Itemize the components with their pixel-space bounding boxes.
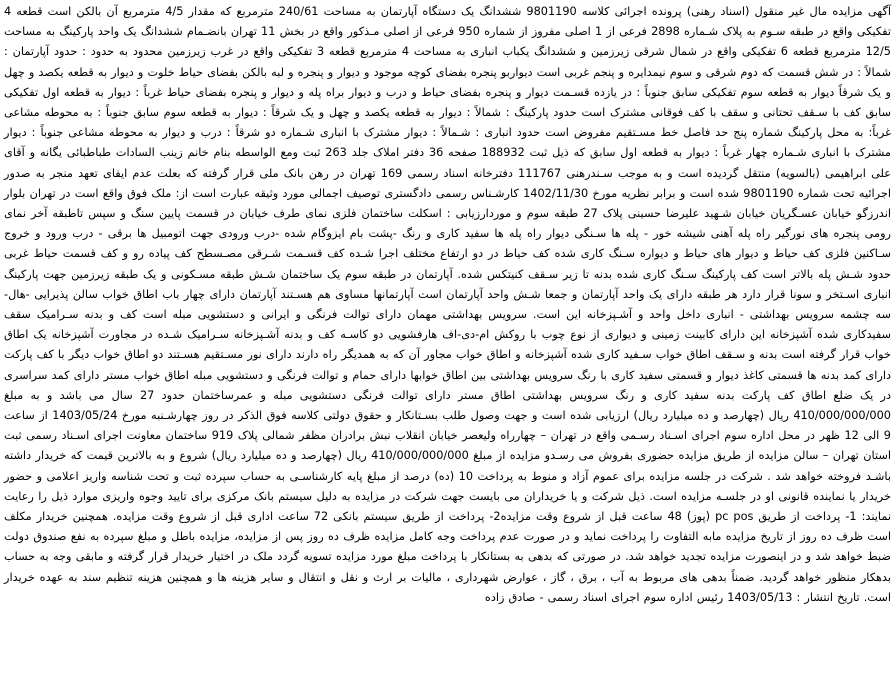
auction-notice-text: آگهی مزایده مال غیر منقول (اسناد رهنی) پرونده اجرائی کلاسه 9801190 ششدانگ یک دستگاه آپارتمان به مساحت 240/61 مترمربع که مقدار 4/5 مترمربع آن بالکن است قطعه 4 تفکیکی واقع در طبقه سـوم به پلاک شـماره 2898 فرعی از 1 اصلی مفروز از شماره 950 فرعی از اصلی مـذکور واقع در بخش 11 تهران بانضـمام ششدانگ یک واحد پارکینگ به مساحت 12/5 مترمربع قطعه 6 تفکیکی واقع در شمال شرقی زیرزمین و ششدانگ یکباب انباری به مساحت 4 مترمربع قطعه 3 تفکیکی واقع در غرب زیرزمین محدود به حدود : حدود آپارتمان : شمالاً : در شش قسمت که دوم شرقی و سوم نیمدایره و پنجم غربی است دیواربو پنجره بفضای کوچه موجود و دیوار و پنجره و لبه بالکن بفضای حیاط خلوت و دیوار به قطعه یکصد و چهل و یک شرقاً دیوار به قطعه سوم تفکیکی سابق جنوباً : در یازده قسـمت دیوار و پنجره بفضای حیاط و درب و دیوار براه پله و دیوار و پنجره بفضای حیاط غرباً : دیوار به قطعه اول تفکیکی سابق کف با سـقف تحتانی و سقف با کف فوقانی مشترک است حدود پارکینگ : شمالاً : دیوار به قطعه یکصد و چهل و یک شرقاً : دیوار به قطعه سوم سابق جنوباً : به محوطه مشاعی غرباً: به محل پارکینگ شماره پنج حد فاصل خط مسـتقیم مفروض است حدود انباری : شـمالاً : دیوار مشترک با انباری شـماره دو شرقاً : درب و دیوار به محوطه مشاعی جنوباً : دیوار مشترک با انباری شـماره چهار غرباً : دیوار به قطعه اول سابق که ذیل ثبت 188932 صفحه 36 دفتر املاک جلد 263 ثبت ومع الواسطه بنام خانم زینب السادات طباطبائی یگانه و آقای علی ابراهیمی (بالسویه) منتقل گردیده است و به موجب سـندرهنی 111767 دفترخانه اسناد رسمی 169 تهران در رهن بانک ملی قرار گرفته که بعلت عدم ایفای تعهد منجر به صدور اجرائیه تحت شماره 9801190 شده است و برابر نظریه مورخ 1402/11/30 کارشـناس رسمی دادگستری توصیف اجمالی مورد وثیقه عبارت است از: ملک فوق واقع است در تهران بلوار اندرزگو خیابان عسـگریان خیابان شـهید علیرضا حسینی پلاک 27 طبقه سوم و موردارزیابی : اسکلت ساختمان فلزی نمای طرف خیابان در قسمت پایین سنگ و سپس تاطبقه آخر نمای رومی پنجره های نورگیر راه پله آهنی شیشه خور - پله ها سـنگی دیوار راه پله ها سفید کاری و رنگ -پشت بام ایزوگام شده -درب ورودی جهت اتومبیل ها برقی - درب ورود و خروج سـاکنین فلزی کف حیاط و دیوار های حیاط و دیواره سـنگ کاری شده کف حیاط در دو ارتفاع مختلف اجرا شـده کف قسـمت شـرقی مصـسطح کف پیاده رو و کف قسمت حیاط غربی حدود شـش پله بالاتر است کف پارکینگ سـنگ کاری شده بدنه تا زیر سـقف کنیتکس شده. آپارتمان در طبقه سوم یک ساختمان شـش طبقه مسـکونی و یک طبقه زیرزمین جهت پارکینگ انباری اسـتخر و سونا قرار دارد هر طبقه دارای یک واحد آپارتمان و جمعا شـش واحد آپارتمان است آپارتمانها مساوی هم هسـتند آپارتمان دارای چهار باب اطاق خواب سالن پذیرایی -هال-سه چشمه سرویس بهداشتی - انباری داخل واحد و آشـپزخانه این است. سرویس بهداشتی مهمان دارای توالت فرنگی و ایرانی و دستشویی مبله است کف و بدنه سـرامیک سقف سفیدکاری شده آشپزخانه این دارای کابینت زمینی و دیواری از نوع چوب با روکش ام-دی-اف هارفشویی دو کاسـه کف و بدنه آشـپزخانه سـرامیک شـده در مجاورت آشپزخانه یک اطاق خواب قرار گرفته است بدنه و سـقف اطاق خواب سـفید کاری شده آشپزخانه و اطاق خواب مجاور آن که به همدیگر راه دارند دارای نور مسـتقیم هسـتند دو اطاق خواب دیگر با کف پارکت دارای کمد بدنه ها قسمتی کاغذ دیوار و قسمتی سفید کاری با رنگ سرویس بهداشتی بین اطاق خوابها دارای حمام و توالت فرنگی و دستشویی مبله اطاق خواب مستر دارای کمد سراسری در یک ضلع اطاق کف پارکت بدنه سفید کاری و رنگ سرویس بهداشتی اطاق مستر دارای توالت فرنگی دستشویی مبله و عمرساختمان حدود 27 سال می باشد و به مبلغ 410/000/000/000 ریال (چهارصد و ده میلیارد ریال) ارزیابی شده است و جهت وصول طلب بسـتانکار و حقوق دولتی کلاسه فوق الذکر در روز چهارشـنبه مورخ 1403/05/24 از ساعت 9 الی 12 ظهر در محل اداره سوم اجرای اسـناد رسـمی واقع در تهران – چهارراه ولیعصر خیابان انقلاب نبش برادران مظفر شمالی پلاک 919 ساختمان معاونت اجرای اسـناد رسمی ثبت استان تهران – سالن مزایده از طریق مزایده حضوری بفروش می رسـدو مزایده از مبلغ 410/000/000/000 ریال (چهارصد و ده میلیارد ریال) شروع و به بالاترین قیمت که خریدار داشته باشـد فروخته خواهد شد . شرکت در جلسه مزایده برای عموم آزاد و منوط به پرداخت 10 (ده) درصد از مبلغ پایه کارشناسـی به حساب سپرده ثبت و تحت شناسه واریز اعلامی و حضور خریدار یا نماینده قانونی او در جلسـه مزایده است. ذیل شرکت و یا خریداران می بایست جهت شرکت در مزایده به دلیل سیستم بانک مرکزی برای تایید وجوه واریزی موارد ذیل را رعایت نمایند: 1- پرداخت از طریق pc pos (پوز) 48 ساعت قبل از شروع وقت مزایده2- پرداخت از طریق سیستم بانکی 72 ساعت اداری قبل از شروع وقت مزایده. همچنین خریدار مکلف است ظرف ده روز از تاریخ مزایده مابه التفاوت را پرداخت نماید و در صورت عدم پرداخت وجه کامل مزایده ظرف ده روز پس از مزایده، مزایده باطل و مبلغ سپرده به نفع صندوق دولت ضبط خواهد شد و در اینصورت مزایده تجدید خواهد شد. در صورتی که بدهی به بستانکار با پرداخت مبلغ مورد مزایده تسویه گردد ملک در اختیار خریدار قرار گرفته و مابقی وجه به حساب بدهکار منظور خواهد گردید. ضمناً بدهی های مربوط به آب ، برق ، گاز ، عوارض شهرداری ، مالیات بر ارث و نقل و انتقال و سایر هزینه ها و همچنین هزینه تنظیم سند به عهده خریدار است. تاریخ انتشار : 1403/05/13 رئیس اداره سوم اجرای اسناد رسمی - صادق زاده [4,5,892,604]
